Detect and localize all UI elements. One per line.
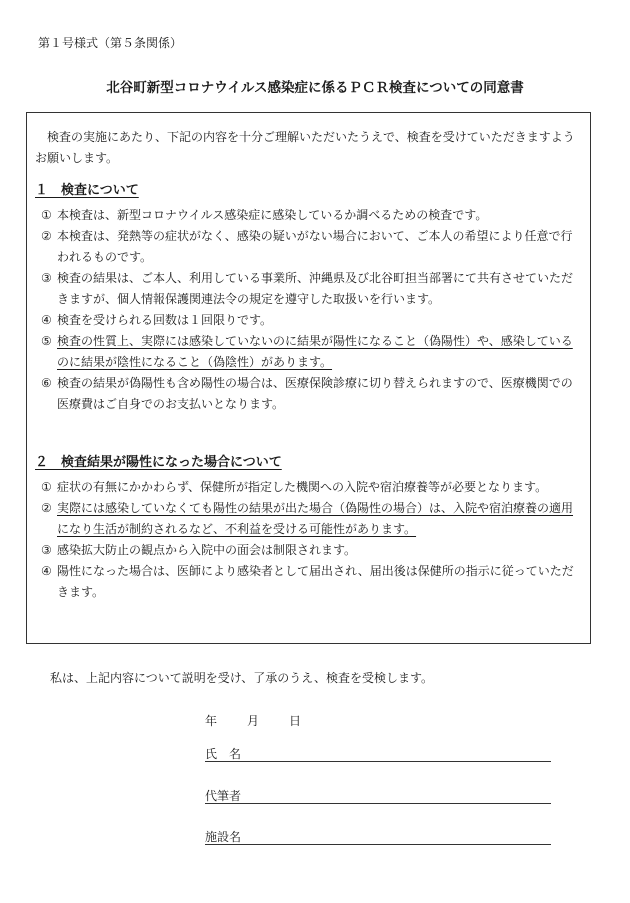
list-item (41, 540, 582, 561)
list-item (41, 498, 582, 540)
intro-text: 検査の実施にあたり、下記の内容を十分ご理解いただいたうえで、検査を受けていただきますようお願いします。 (35, 130, 575, 165)
facility-label: 施設名 (205, 830, 242, 844)
terms-box (26, 112, 591, 644)
item-text: 本検査は、新型コロナウイルス感染症に感染しているか調べるための検査です。 (57, 208, 488, 222)
list-item (41, 226, 582, 268)
item-text: 感染拡大防止の観点から入院中の面会は制限されます。 (57, 543, 357, 557)
item-text: 検査の結果が偽陽性も含め陽性の場合は、医療保険診療に切り替えられますので、医療機関での医療費はご自身でのお支払いとなります。 (57, 376, 573, 411)
item-number: ② (41, 501, 52, 515)
date-month-label: 月 (247, 714, 260, 728)
item-text: 本検査は、発熱等の症状がなく、感染の疑いがない場合において、ご本人の希望により任意で行われるものです。 (57, 229, 573, 264)
item-number: ⑥ (41, 376, 52, 390)
item-number: ⑤ (41, 334, 52, 348)
list-item (41, 331, 582, 373)
item-text: 陽性になった場合は、医師により感染者として届出され、届出後は保健所の指示に従っていただきます。 (57, 564, 574, 599)
date-day-label: 日 (289, 714, 302, 728)
date-line (205, 712, 331, 729)
document-title: 北谷町新型コロナウイルス感染症に係るＰＣＲ検査についての同意書 (106, 80, 524, 96)
proxy-label: 代筆者 (205, 789, 242, 803)
name-field[interactable] (205, 745, 551, 762)
date-year-label: 年 (205, 714, 218, 728)
list-item (41, 373, 582, 415)
item-text: 検査を受けられる回数は１回限りです。 (57, 313, 273, 327)
list-item (41, 477, 582, 498)
section-2-list (41, 477, 582, 603)
item-number: ① (41, 208, 52, 222)
consent-statement: 私は、上記内容について説明を受け、了承のうえ、検査を受検します。 (50, 671, 434, 685)
item-number: ② (41, 229, 52, 243)
list-item (41, 561, 582, 603)
item-text: 検査の結果は、ご本人、利用している事業所、沖縄県及び北谷町担当部署にて共有させていただきますが、個人情報保護関連法令の規定を遵守した取扱いを行います。 (57, 271, 574, 306)
list-item (41, 268, 582, 310)
list-item (41, 310, 582, 331)
section-1-list (41, 205, 582, 415)
item-number: ④ (41, 564, 52, 578)
item-text: 検査の性質上、実際には感染していないのに結果が陽性になること（偽陽性）や、感染しているのに結果が陰性になること（偽陰性）があります。 (57, 334, 573, 369)
name-label: 氏 名 (205, 747, 242, 761)
item-number: ④ (41, 313, 52, 327)
item-text: 実際には感染していなくても陽性の結果が出た場合（偽陽性の場合）は、入院や宿泊療養の適用になり生活が制約されるなど、不利益を受ける可能性があります。 (57, 501, 574, 536)
item-number: ③ (41, 271, 52, 285)
list-item (41, 205, 582, 226)
facility-field[interactable] (205, 828, 551, 845)
item-number: ③ (41, 543, 52, 557)
proxy-field[interactable] (205, 787, 551, 804)
form-number: 第１号様式（第５条関係） (38, 36, 183, 50)
item-text: 症状の有無にかかわらず、保健所が指定した機関への入院や宿泊療養等が必要となります。 (57, 480, 548, 494)
item-number: ① (41, 480, 52, 494)
section-2-heading: ２ 検査結果が陽性になった場合について (35, 455, 282, 470)
section-1-heading: １ 検査について (35, 183, 139, 198)
